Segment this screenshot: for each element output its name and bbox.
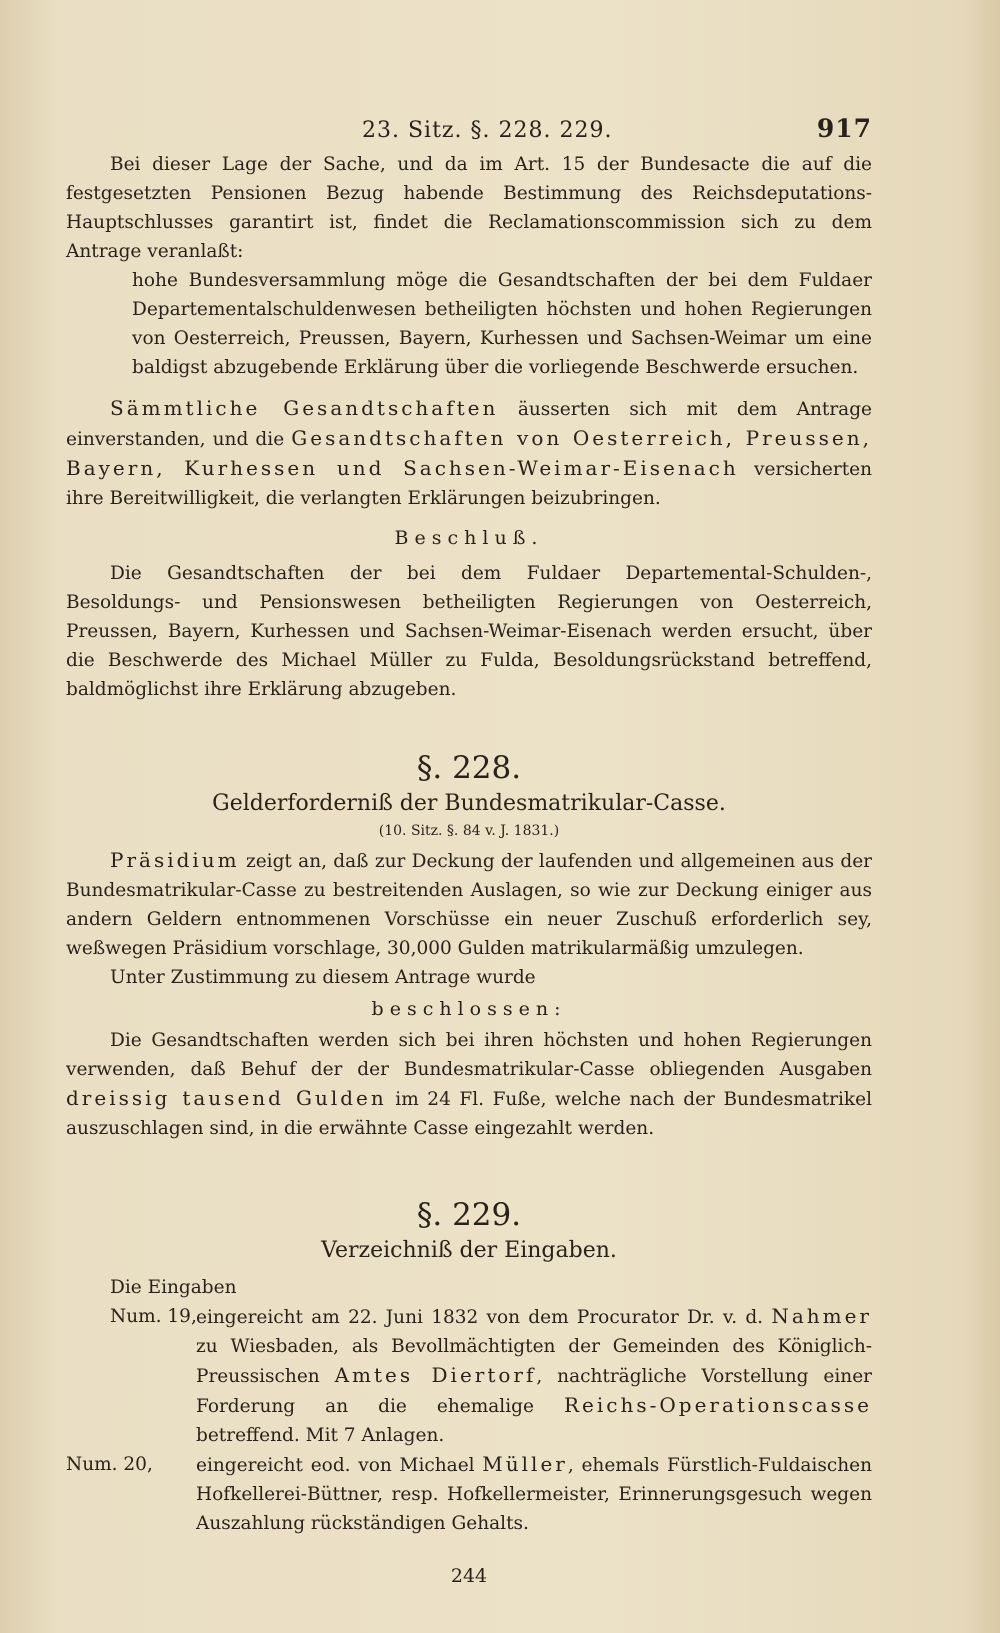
decision-text-2: im 24 Fl. Fuße, welche nach der Bundesmatrikel auszuschlagen sind, in die erwähnte Casse eingezahlt werden. [66,1089,872,1139]
entry-number: Num. 19, [110,1306,197,1327]
entry-num-19: Num. 19, eingereicht am 22. Juni 1832 von dem Procurator Dr. v. d. Nahmer zu Wiesbaden, als Bevollmächtigten der Gemeinden des Königlich-Preussischen Amtes Diertorf, nachträgliche Vorstellung einer Forderung an die ehemalige Reichs-Operationscasse betreffend. Mit 7 Anlagen. [110,1304,872,1446]
section-229-title: Verzeichniß der Eingaben. [321,1238,617,1263]
page-number: 917 [816,114,872,143]
entry-fund: Reichs-Operationscasse [563,1393,872,1417]
entry-name: Müller [482,1452,568,1476]
resolution-paragraph: Die Gesandtschaften der bei dem Fuldaer Departemental-Schulden-, Besoldungs- und Pensionswesen betheiligten Regierungen von Oesterreich, Preussen, Bayern, Kurhessen und Sachsen-Weimar-Eisenach werden ersucht, über die Beschwerde des Michael Müller zu Fulda, Besoldungsrückstand betreffend, baldmöglichst ihre Erklärung abzugeben. [66,563,872,700]
presidium-lead: Präsidium [110,848,240,872]
agreement-text-1: äusserten sich mit dem Antrage einverstanden, und die [66,399,872,450]
section-228-number: §. 228. [416,750,522,786]
agreement-text-2: versicherten ihre Bereitwilligkeit, die verlangten Erklärungen beizubringen. [66,459,873,509]
motion-paragraph: hohe Bundesversammlung möge die Gesandtschaften der bei dem Fuldaer Departementalschuldenwesen betheiligten höchsten und hohen Regierungen von Oesterreich, Preussen, Bayern, Kurhessen und Sachsen-Weimar um eine baldigst abzugebende Erklärung über die vorliegende Beschwerde ersuchen. [132,270,872,378]
agreement-states: Gesandtschaften von Oesterreich, Preussen, Bayern, Kurhessen und Sachsen-Weimar-Eisenach [66,426,872,480]
presidium-paragraph [66,846,872,963]
running-head [66,110,872,150]
consent-line: Unter Zustimmung zu diesem Antrage wurde [110,967,536,988]
decision-amount: dreissig tausend Gulden [66,1086,387,1110]
decision-paragraph [66,1026,872,1143]
section-229-number: §. 229. [416,1197,522,1233]
intro-paragraph: Bei dieser Lage der Sache, und da im Art. 15 der Bundesacte die auf die festgesetzten Pensionen Bezug habende Bestimmung des Reichsdeputations-Hauptschlusses garantirt ist, findet die Reclamationscommission sich zu dem Antrage veranlaßt: [66,154,872,262]
presidium-text: zeigt an, daß zur Deckung der laufenden und allgemeinen aus der Bundesmatrikular-Casse zu bestreitenden Auslagen, so wie zur Deckung einiger aus andern Geldern entnommenen Vorschüsse ein neuer Zuschuß erforderlich sey, weßwegen Präsidium vorschlage, 30,000 Gulden matrikularmäßig umzulegen. [66,851,872,959]
text-column [66,110,873,1587]
running-title: 23. Sitz. §. 228. 229. [362,118,613,143]
agreement-lead: Sämmtliche Gesandtschaften [110,396,499,420]
decision-text-1: Die Gesandtschaften werden sich bei ihren höchsten und hohen Regierungen verwenden, daß Behuf der der Bundesmatrikular-Casse obliegenden Ausgaben [66,1030,872,1080]
section-228-reference: (10. Sitz. §. 84 v. J. 1831.) [378,823,560,839]
entry-name: Nahmer [771,1304,872,1328]
agreement-paragraph [66,394,872,513]
section-228-title: Gelderforderniß der Bundesmatrikular-Casse. [212,791,726,816]
entries-lead: Die Eingaben [110,1277,237,1298]
resolved-heading: beschlossen: [371,998,567,1020]
resolution-heading: Beschluß. [394,527,544,549]
entry-place: Amtes Diertorf [334,1363,537,1387]
entry-number: Num. 20, [66,1454,153,1475]
signature-mark: 244 [450,1565,488,1587]
entry-num-20: Num. 20, eingereicht eod. von Michael Müller, ehemals Fürstlich-Fuldaischen Hofkellerei-Büttner, resp. Hofkellermeister, Erinnerungsgesuch wegen Auszahlung rückständigen Gehalts. [66,1452,872,1534]
